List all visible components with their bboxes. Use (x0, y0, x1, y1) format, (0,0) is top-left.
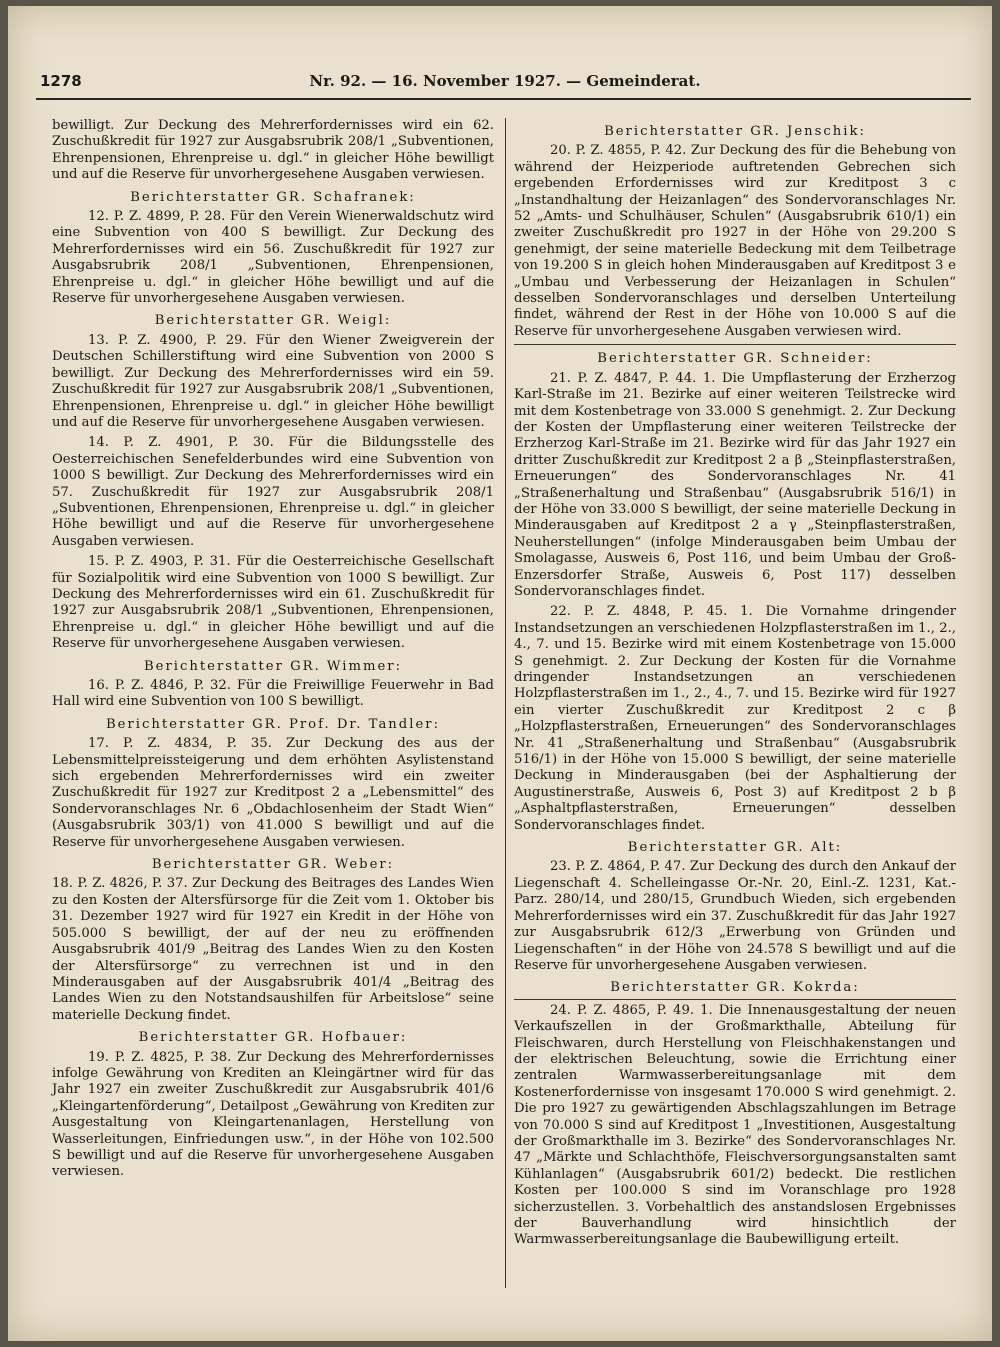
paragraph: bewilligt. Zur Deckung des Mehrerfordernisses wird ein 62. Zuschußkredit für 1927 zur Ausgabsrubrik 208/1 „Subventionen, Ehrenpensionen, Ehrenpreise u. dgl.“ in gleicher Höhe bewilligt und auf die Reserve für unvorhergesehene Ausgaben verwiesen. (52, 118, 494, 183)
paragraph: 19. P. Z. 4825, P. 38. Zur Deckung des Mehrerfordernisses infolge Gewährung von Krediten an Kleingärtner wird für das Jahr 1927 ein zweiter Zuschußkredit zur Ausgabsrubrik 401/6 „Kleingartenförderung“, Detailpost „Gewährung von Krediten zur Ausgestaltung von Kleingartenanlagen, Herstellung von Wasserleitungen, Einfriedungen usw.“, in der Höhe von 102.500 S bewilligt und auf die Reserve für unvorhergesehene Ausgaben verwiesen. (52, 1049, 494, 1180)
right-column (514, 118, 956, 1253)
rapporteur-heading: Berichterstatter GR. Weigl: (154, 313, 392, 329)
rapporteur-heading: Berichterstatter GR. Prof. Dr. Tandler: (105, 716, 441, 732)
header-rule (36, 98, 971, 100)
paragraph: 23. P. Z. 4864, P. 47. Zur Deckung des durch den Ankauf der Liegenschaft 4. Schelleingasse Or.-Nr. 20, Einl.-Z. 1231, Kat.-Parz. 280/14, und 280/15, Grundbuch Wieden, sich ergebenden Mehrerfordernisses wird ein 37. Zuschußkredit für das Jahr 1927 zur Ausgabsrubrik 612/3 „Erwerbung von Gründen und Liegenschaften“ in der Höhe von 24.578 S bewilligt und auf die Reserve für unvorhergesehene Ausgaben verwiesen. (514, 859, 956, 973)
newspaper-page (8, 6, 992, 1341)
page-header (40, 70, 970, 98)
rapporteur-heading: Berichterstatter GR. Alt: (627, 840, 843, 856)
paragraph: 22. P. Z. 4848, P. 45. 1. Die Vornahme dringender Instandsetzungen an verschiedenen Holzpflasterstraßen im 1., 2., 4., 7. und 15. Bezirke wird mit einem Kostenbetrage von 15.000 S genehmigt. 2. Zur Deckung der Kosten für die Vornahme dringender Instandsetzungen an verschiedenen Holzpflasterstraßen im 1., 2., 4., 7. und 15. Bezirke wird für 1927 ein vierter Zuschußkredit zur Kreditpost 2 c β „Holzpflasterstraßen, Erneuerungen“ des Sondervoranschlages Nr. 41 „Straßenerhaltung und Straßenbau“ (Ausgabsrubrik 516/1) in der Höhe von 15.000 S bewilligt, der seine materielle Deckung in Minderausgaben (bei der Asphaltierung der Augustinerstraße, Ausweis 6, Post 3) auf Kreditpost 2 b β „Asphaltpflasterstraßen, Erneuerungen“ desselben Sondervoranschlages findet. (514, 604, 956, 833)
running-title: Nr. 92. — 16. November 1927. — Gemeinderat. (309, 72, 701, 90)
rapporteur-heading: Berichterstatter GR. Weber: (151, 857, 395, 873)
section-rule (514, 344, 956, 345)
paragraph: 15. P. Z. 4903, P. 31. Für die Oesterreichische Gesellschaft für Sozialpolitik wird eine Subvention von 1000 S bewilligt. Zur Deckung des Mehrerfordernisses wird ein 61. Zuschußkredit für 1927 zur Ausgabsrubrik 208/1 „Subventionen, Ehrenpensionen, Ehrenpreise u. dgl.“ in gleicher Höhe bewilligt und auf die Reserve für unvorhergesehene Ausgaben verwiesen. (52, 554, 494, 652)
rapporteur-heading: Berichterstatter GR. Wimmer: (143, 658, 403, 674)
paragraph: 20. P. Z. 4855, P. 42. Zur Deckung des für die Behebung von während der Heizperiode auftretenden Gebrechen sich ergebenden Erfordernisses wird zur Kreditpost 3 c „Instandhaltung der Heizanlagen“ des Sondervoranschlages Nr. 52 „Amts- und Schulhäuser, Schulen“ (Ausgabsrubrik 610/1) ein zweiter Zuschußkredit pro 1927 in der Höhe von 29.200 S genehmigt, der seine materielle Bedeckung mit dem Teilbetrage von 19.200 S in gleich hohen Minderausgaben auf Kreditpost 3 e „Umbau und Verbesserung der Heizanlagen in Schulen“ desselben Sondervoranschlages und derselben Unterteilung findet, während der Rest in der Höhe von 10.000 S auf die Reserve für unvorhergesehene Ausgaben verwiesen wird. (514, 143, 956, 339)
rapporteur-heading: Berichterstatter GR. Kokrda: (514, 980, 956, 999)
paragraph: 18. P. Z. 4826, P. 37. Zur Deckung des Beitrages des Landes Wien zu den Kosten der Altersfürsorge für die Zeit vom 1. Oktober bis 31. Dezember 1927 wird für 1927 ein Kredit in der Höhe von 505.000 S bewilligt, der auf der neu zu eröffnenden Ausgabsrubrik 401/9 „Beitrag des Landes Wien zu den Kosten der Altersfürsorge“ zu verrechnen ist und in den Minderausgaben auf der Ausgabsrubrik 401/4 „Beitrag des Landes Wien zu den Notstandsaushilfen für Arbeitslose“ seine materielle Deckung findet. (52, 876, 494, 1023)
paragraph: 17. P. Z. 4834, P. 35. Zur Deckung des aus der Lebensmittelpreissteigerung und dem erhöhten Asylistenstand sich ergebenden Mehrerfordernisses wird ein zweiter Zuschußkredit für 1927 zur Kreditpost 2 a „Lebensmittel“ des Sondervoranschlages Nr. 6 „Obdachlosenheim der Stadt Wien“ (Ausgabsrubrik 303/1) von 41.000 S bewilligt und auf die Reserve für unvorhergesehene Ausgaben verwiesen. (52, 736, 494, 850)
paragraph: 24. P. Z. 4865, P. 49. 1. Die Innenausgestaltung der neuen Verkaufszellen in der Großmarkthalle, Abteilung für Fleischwaren, durch Herstellung von Fleischhakenstangen und der elektrischen Beleuchtung, sowie die Errichtung einer zentralen Warmwasserbereitungsanlage mit dem Kostenerfordernisse von insgesamt 170.000 S wird genehmigt. 2. Die pro 1927 zu gewärtigenden Abschlagszahlungen im Betrage von 70.000 S sind auf Kreditpost 1 „Investitionen, Ausgestaltung der Großmarkthalle im 3. Bezirke“ des Sondervoranschlages Nr. 47 „Märkte und Schlachthöfe, Fleischversorgungsanstalten samt Kühlanlagen“ (Ausgabsrubrik 601/2) bedeckt. Die restlichen Kosten per 100.000 S sind im Voranschlage pro 1928 sicherzustellen. 3. Vorbehaltlich des anstandslosen Ergebnisses der Bauverhandlung wird hinsichtlich der Warmwasserbereitungsanlage die Baubewilligung erteilt. (514, 1002, 956, 1248)
paragraph: 21. P. Z. 4847, P. 44. 1. Die Umpflasterung der Erzherzog Karl-Straße im 21. Bezirke auf einer weiteren Teilstrecke wird mit dem Kostenbetrage von 33.000 S genehmigt. 2. Zur Deckung der Kosten der Umpflasterung einer weiteren Teilstrecke der Erzherzog Karl-Straße im 21. Bezirke wird für das Jahr 1927 ein dritter Zuschußkredit zur Kreditpost 2 a β „Steinpflasterstraßen, Erneuerungen“ des Sondervoranschlages Nr. 41 „Straßenerhaltung und Straßenbau“ (Ausgabsrubrik 516/1) in der Höhe von 33.000 S bewilligt, der seine materielle Deckung in Minderausgaben auf Kreditpost 2 a γ „Steinpflasterstraßen, Neuherstellungen“ (infolge Minderausgaben beim Umbau der Smolagasse, Ausweis 6, Post 116, und beim Umbau der Groß-Enzersdorfer Straße, Ausweis 6, Post 117) desselben Sondervoranschlages findet. (514, 370, 956, 599)
paragraph: 14. P. Z. 4901, P. 30. Für die Bildungsstelle des Oesterreichischen Senefelderbundes wird eine Subvention von 1000 S bewilligt. Zur Deckung des Mehrerfordernisses wird ein 57. Zuschußkredit für 1927 zur Ausgabsrubrik 208/1 „Subventionen, Ehrenpensionen, Ehrenpreise u. dgl.“ in gleicher Höhe bewilligt und auf die Reserve für unvorhergesehene Ausgaben verwiesen. (52, 435, 494, 549)
column-rule (505, 118, 506, 1288)
left-column (52, 118, 494, 1185)
rapporteur-heading: Berichterstatter GR. Schafranek: (130, 189, 416, 205)
paragraph: 12. P. Z. 4899, P. 28. Für den Verein Wienerwaldschutz wird eine Subvention von 400 S bewilligt. Zur Deckung des Mehrerfordernisses wird ein 56. Zuschußkredit für 1927 zur Ausgabsrubrik 208/1 „Subventionen, Ehrenpensionen, Ehrenpreise u. dgl.“ in gleicher Höhe bewilligt und auf die Reserve für unvorhergesehene Ausgaben verwiesen. (52, 209, 494, 307)
rapporteur-heading: Berichterstatter GR. Jenschik: (604, 124, 866, 139)
page-number: 1278 (40, 72, 82, 90)
paragraph: 13. P. Z. 4900, P. 29. Für den Wiener Zweigverein der Deutschen Schillerstiftung wird eine Subvention von 2000 S bewilligt. Zur Deckung des Mehrerfordernisses wird ein 59. Zuschußkredit für 1927 zur Ausgabsrubrik 208/1 „Subventionen, Ehrenpensionen, Ehrenpreise u. dgl.“ in gleicher Höhe bewilligt und auf die Reserve für unvorhergesehene Ausgaben verwiesen. (52, 332, 494, 430)
paragraph: 16. P. Z. 4846, P. 32. Für die Freiwillige Feuerwehr in Bad Hall wird eine Subvention von 100 S bewilligt. (52, 678, 494, 710)
rapporteur-heading: Berichterstatter GR. Hofbauer: (138, 1030, 408, 1046)
rapporteur-heading: Berichterstatter GR. Schneider: (597, 351, 873, 367)
